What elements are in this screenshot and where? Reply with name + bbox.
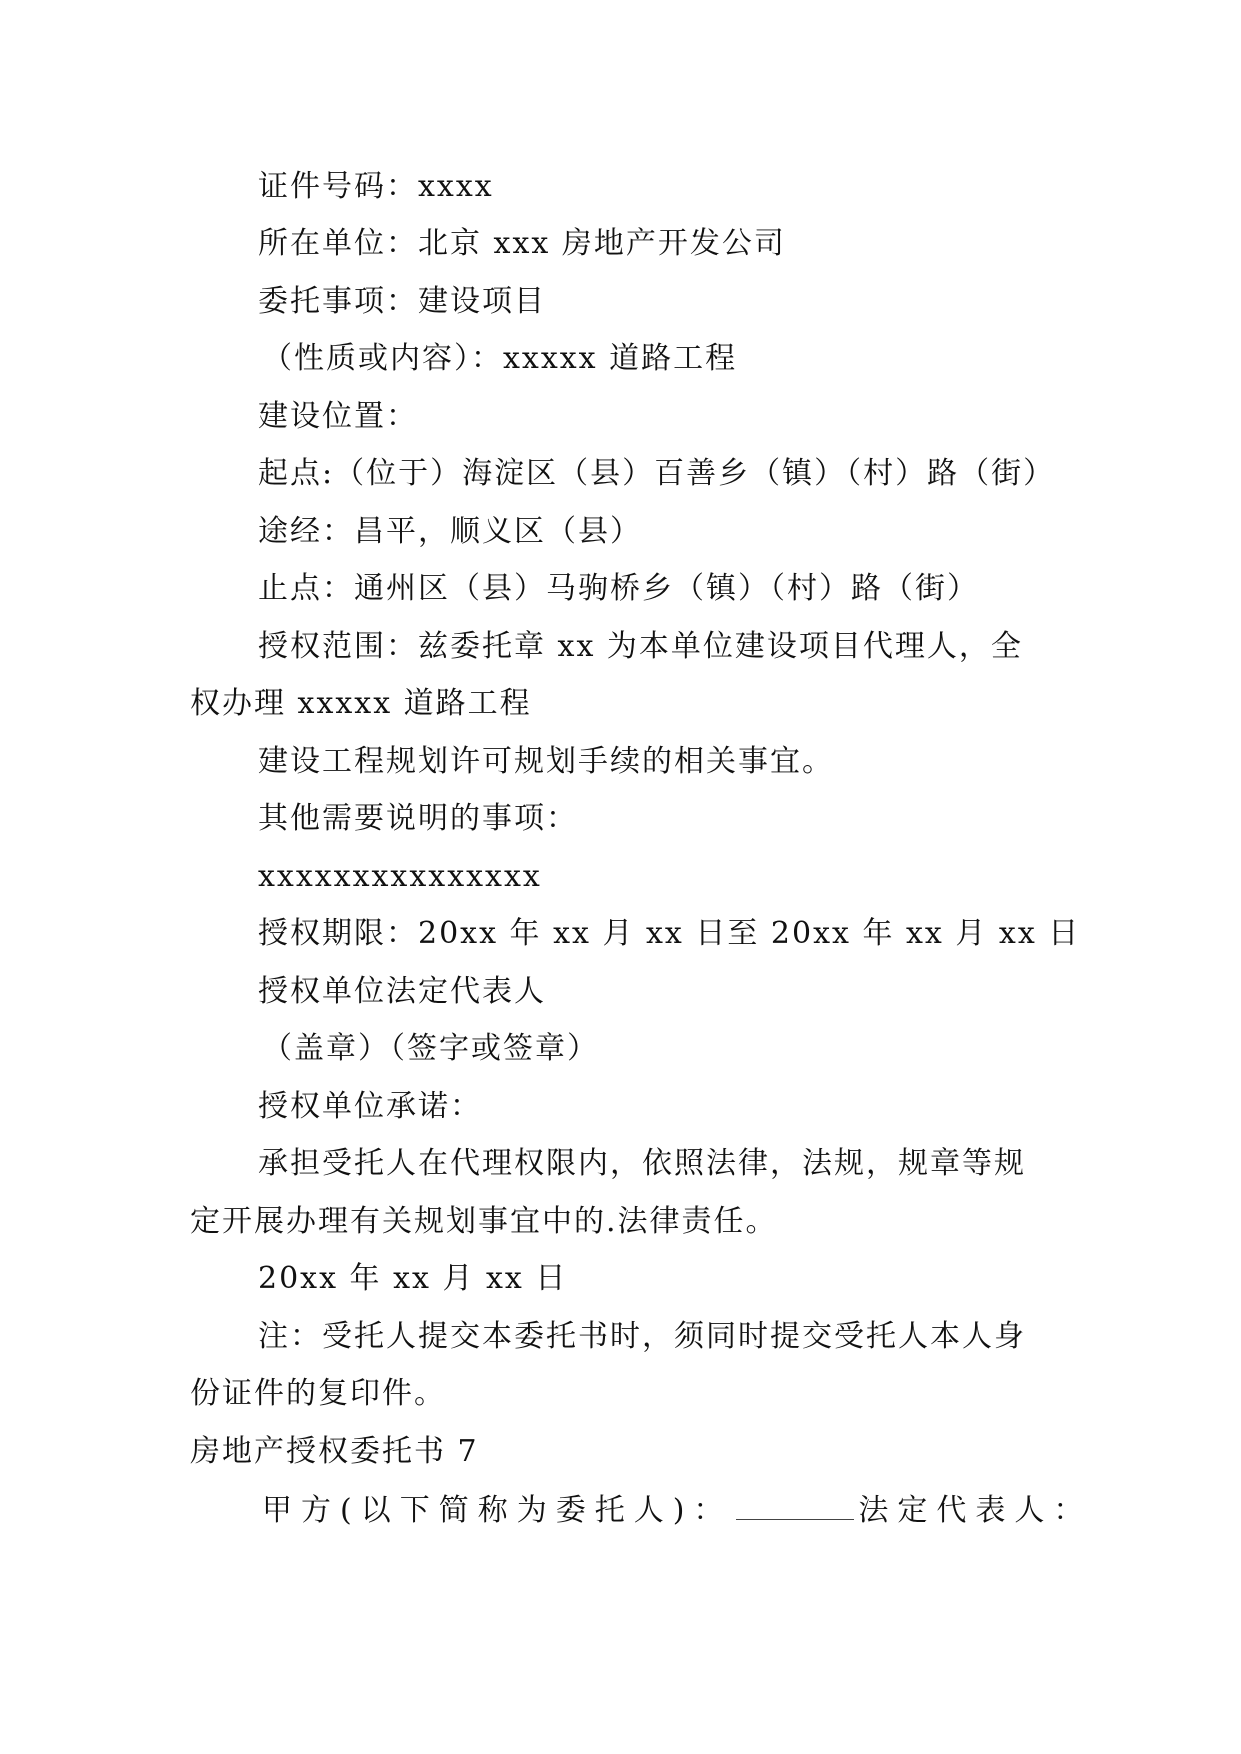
start-point-line: 起点:（位于）海淀区（县）百善乡（镇）（村）路（街） (258, 456, 1056, 491)
entrusted-matter-line: 委托事项：建设项目 (258, 284, 546, 319)
construction-location-line: 建设位置： (258, 399, 418, 434)
party-a-prefix: 甲方(以下简称为委托人)： (262, 1493, 733, 1528)
authorization-period-line: 授权期限：20xx 年 xx 月 xx 日至 20xx 年 xx 月 xx 日 (258, 916, 1081, 951)
scope-line-1: 授权范围：兹委托章 xx 为本单位建设项目代理人，全 (258, 629, 1023, 664)
commitment-label: 授权单位承诺： (258, 1089, 482, 1124)
legal-rep-label: 法定代表人： (858, 1493, 1093, 1528)
blank-underline (736, 1489, 854, 1520)
legal-representative-line: 授权单位法定代表人 (258, 974, 546, 1009)
id-number-line: 证件号码：xxxx (258, 169, 494, 204)
date-line: 20xx 年 xx 月 xx 日 (258, 1261, 568, 1296)
commitment-line-2: 定开展办理有关规划事宜中的.法律责任。 (190, 1204, 778, 1239)
commitment-line-1: 承担受托人在代理权限内，依照法律，法规，规章等规 (258, 1146, 1026, 1181)
other-matters-label: 其他需要说明的事项： (258, 801, 578, 836)
nature-content-line: （性质或内容）：xxxxx 道路工程 (262, 341, 738, 376)
seal-signature-line: （盖章）（签字或签章） (262, 1031, 599, 1066)
party-a-line (262, 1489, 1092, 1529)
note-line-1: 注：受托人提交本委托书时，须同时提交受托人本人身 (258, 1319, 1026, 1354)
section-heading: 房地产授权委托书 7 (190, 1434, 479, 1469)
unit-line: 所在单位：北京 xxx 房地产开发公司 (258, 226, 786, 261)
note-line-2: 份证件的复印件。 (190, 1376, 446, 1411)
other-matters-value: xxxxxxxxxxxxxxx (258, 859, 542, 894)
scope-line-3: 建设工程规划许可规划手续的相关事宜。 (258, 744, 834, 779)
end-point-line: 止点：通州区（县）马驹桥乡（镇）（村）路（街） (258, 571, 979, 606)
scope-line-2: 权办理 xxxxx 道路工程 (190, 686, 532, 721)
via-line: 途经：昌平，顺义区（县） (258, 514, 642, 549)
